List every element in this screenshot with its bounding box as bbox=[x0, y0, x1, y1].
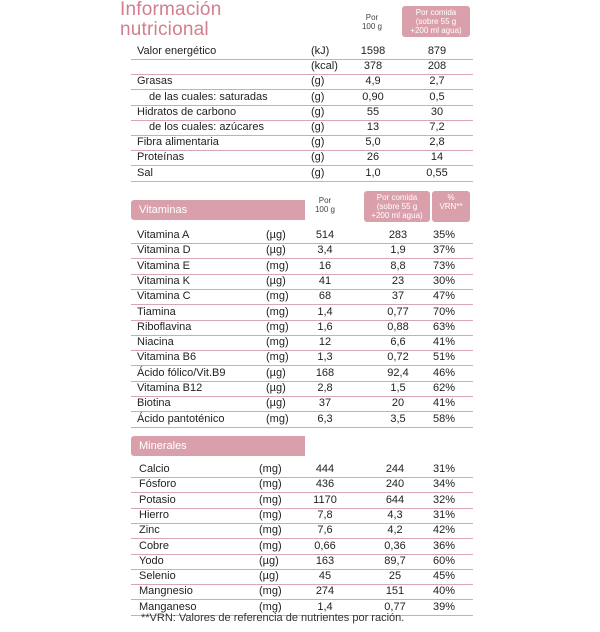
vitamin-unit: (µg) bbox=[266, 229, 286, 241]
value-per-100g: 1,4 bbox=[317, 305, 333, 318]
value-per-meal: 1,9 bbox=[390, 244, 406, 257]
value-per-meal: 2,8 bbox=[429, 136, 445, 149]
value-per-100g: 4,9 bbox=[365, 75, 381, 88]
value-per-100g: 163 bbox=[315, 554, 335, 567]
value-per-100g: 7,6 bbox=[317, 524, 333, 537]
nutrition-row bbox=[131, 59, 473, 75]
nutrient-unit: (g) bbox=[311, 105, 325, 118]
value-per-100g: 55 bbox=[366, 105, 380, 118]
nutrient-unit: (g) bbox=[311, 90, 325, 103]
value-vrn: 41% bbox=[432, 336, 455, 349]
vitamin-name: Ácido pantoténico bbox=[137, 412, 225, 425]
header-text: Por comida bbox=[376, 193, 418, 202]
vitamin-name: Vitamina E bbox=[137, 259, 190, 272]
vitamin-row bbox=[131, 289, 473, 305]
vitamin-row bbox=[131, 274, 473, 290]
vitamin-unit: (µg) bbox=[266, 274, 286, 287]
value-vrn: 51% bbox=[432, 351, 455, 364]
vitamin-row bbox=[131, 412, 473, 428]
value-vrn: 41% bbox=[432, 397, 455, 410]
nutrient-unit: (g) bbox=[311, 75, 325, 88]
mineral-name: Manganeso bbox=[139, 600, 197, 613]
value-per-100g: 1,4 bbox=[317, 600, 333, 613]
mineral-unit: (mg) bbox=[259, 463, 282, 475]
mineral-row bbox=[131, 477, 473, 493]
value-per-meal: 0,55 bbox=[426, 166, 448, 179]
vitamin-name: Vitamina B6 bbox=[137, 351, 197, 364]
value-vrn: 47% bbox=[432, 290, 455, 303]
nutrition-row bbox=[131, 135, 473, 151]
mineral-name: Selenio bbox=[139, 570, 176, 583]
mineral-name: Zinc bbox=[139, 524, 160, 537]
nutrition-row bbox=[131, 90, 473, 106]
vitamin-name: Vitamina A bbox=[137, 229, 190, 241]
value-per-meal: 30 bbox=[430, 105, 444, 118]
vitamin-row bbox=[131, 320, 473, 336]
mineral-name: Calcio bbox=[139, 463, 170, 475]
value-per-meal: 4,2 bbox=[387, 524, 403, 537]
mineral-name: Hierro bbox=[139, 508, 169, 521]
nutrient-unit: (g) bbox=[311, 136, 325, 149]
vitamin-unit: (µg) bbox=[266, 382, 286, 394]
nutrient-unit: (g) bbox=[311, 121, 325, 133]
value-per-meal: 8,8 bbox=[390, 259, 406, 272]
value-per-100g: 7,8 bbox=[317, 508, 333, 521]
value-per-meal: 3,5 bbox=[390, 412, 406, 425]
value-per-100g: 2,8 bbox=[317, 382, 333, 394]
vitamin-unit: (mg) bbox=[266, 412, 289, 425]
value-per-100g: 16 bbox=[318, 259, 332, 272]
value-per-100g: 514 bbox=[315, 229, 335, 241]
vitamins-header-vrn bbox=[432, 191, 470, 222]
vitamin-name: Vitamina K bbox=[137, 274, 190, 287]
vitamin-unit: (mg) bbox=[266, 336, 289, 349]
value-per-meal: 240 bbox=[385, 478, 405, 491]
value-per-meal: 6,6 bbox=[390, 336, 406, 349]
mineral-name: Cobre bbox=[139, 539, 169, 552]
nutrient-name: de las cuales: saturadas bbox=[149, 90, 268, 103]
vitamins-label: Vitaminas bbox=[139, 204, 188, 216]
title-line-2: nutricional bbox=[120, 19, 209, 40]
value-per-meal: 92,4 bbox=[387, 366, 409, 379]
vitamin-unit: (µg) bbox=[266, 366, 286, 379]
nutrition-row bbox=[131, 166, 473, 182]
nutrient-unit: (kcal) bbox=[311, 60, 338, 73]
nutrient-name: Valor energético bbox=[137, 45, 217, 57]
mineral-row bbox=[131, 584, 473, 600]
header-text: Por comida bbox=[415, 8, 457, 17]
value-vrn: 34% bbox=[432, 478, 455, 491]
value-per-meal: 208 bbox=[427, 60, 447, 73]
value-per-meal: 25 bbox=[388, 570, 402, 583]
value-per-meal: 0,88 bbox=[387, 320, 409, 333]
vitamin-row bbox=[131, 366, 473, 382]
header-text: Por bbox=[318, 196, 332, 205]
header-text: 100 g bbox=[361, 22, 383, 31]
value-vrn: 46% bbox=[432, 366, 455, 379]
nutrient-name: Grasas bbox=[137, 75, 173, 88]
value-per-100g: 436 bbox=[315, 478, 335, 491]
header-text: (sobre 55 g bbox=[415, 17, 457, 26]
vitamin-row bbox=[131, 259, 473, 275]
nutrient-name: Sal bbox=[137, 166, 153, 179]
value-vrn: 31% bbox=[432, 463, 455, 475]
vitamins-section-label bbox=[131, 200, 305, 220]
mineral-row bbox=[131, 539, 473, 555]
value-per-100g: 45 bbox=[318, 570, 332, 583]
mineral-unit: (mg) bbox=[259, 539, 282, 552]
mineral-unit: (mg) bbox=[259, 478, 282, 491]
nutrient-name: de los cuales: azúcares bbox=[149, 121, 264, 133]
mineral-name: Yodo bbox=[139, 554, 164, 567]
value-vrn: 37% bbox=[432, 244, 455, 257]
header-text: +200 ml agua) bbox=[371, 211, 423, 220]
vitamin-unit: (mg) bbox=[266, 259, 289, 272]
mineral-name: Potasio bbox=[139, 493, 176, 506]
nutrient-unit: (kJ) bbox=[311, 45, 330, 57]
value-per-meal: 4,3 bbox=[387, 508, 403, 521]
value-vrn: 45% bbox=[432, 570, 455, 583]
value-per-100g: 1598 bbox=[360, 45, 386, 57]
nutrition-header-per100 bbox=[352, 13, 392, 31]
nutrient-name: Hidratos de carbono bbox=[137, 105, 237, 118]
vitamin-row bbox=[131, 243, 473, 259]
value-per-100g: 37 bbox=[318, 397, 332, 410]
value-vrn: 36% bbox=[432, 539, 455, 552]
vitamin-unit: (mg) bbox=[266, 320, 289, 333]
header-text: Por bbox=[365, 13, 379, 22]
vitamin-name: Vitamina C bbox=[137, 290, 191, 303]
value-per-100g: 6,3 bbox=[317, 412, 333, 425]
value-per-100g: 274 bbox=[315, 585, 335, 598]
value-per-100g: 68 bbox=[318, 290, 332, 303]
vitamin-name: Riboflavina bbox=[137, 320, 192, 333]
mineral-row bbox=[131, 508, 473, 524]
value-per-meal: 151 bbox=[385, 585, 405, 598]
nutrition-row bbox=[131, 120, 473, 136]
vitamin-row bbox=[131, 335, 473, 351]
value-vrn: 63% bbox=[432, 320, 455, 333]
footnote: **VRN: Valores de referencia de nutrientes por ración. bbox=[141, 612, 405, 624]
value-per-meal: 0,36 bbox=[384, 539, 406, 552]
value-per-meal: 37 bbox=[391, 290, 405, 303]
value-per-meal: 244 bbox=[385, 463, 405, 475]
value-vrn: 31% bbox=[432, 508, 455, 521]
mineral-unit: (mg) bbox=[259, 493, 282, 506]
vitamin-name: Vitamina D bbox=[137, 244, 191, 257]
vitamins-header-per-meal bbox=[364, 191, 430, 222]
nutrition-row bbox=[131, 74, 473, 90]
value-vrn: 30% bbox=[432, 274, 455, 287]
value-per-meal: 0,77 bbox=[387, 305, 409, 318]
mineral-name: Mangnesio bbox=[139, 585, 193, 598]
value-per-100g: 12 bbox=[318, 336, 332, 349]
title-line-1: Información bbox=[120, 0, 222, 20]
vitamin-name: Ácido fólico/Vit.B9 bbox=[137, 366, 226, 379]
header-text: +200 ml agua) bbox=[410, 26, 462, 35]
value-vrn: 42% bbox=[432, 524, 455, 537]
vitamin-name: Niacina bbox=[137, 336, 174, 349]
nutrient-name: Proteínas bbox=[137, 151, 185, 164]
value-vrn: 60% bbox=[432, 554, 455, 567]
vitamin-unit: (mg) bbox=[266, 290, 289, 303]
value-per-100g: 168 bbox=[315, 366, 335, 379]
page-title bbox=[120, 0, 221, 40]
value-per-meal: 283 bbox=[388, 229, 408, 241]
mineral-unit: (mg) bbox=[259, 524, 282, 537]
value-per-100g: 0,66 bbox=[314, 539, 336, 552]
mineral-row bbox=[131, 569, 473, 585]
vitamin-row bbox=[131, 305, 473, 321]
mineral-row bbox=[131, 493, 473, 509]
vitamin-unit: (mg) bbox=[266, 305, 289, 318]
header-text: (sobre 55 g bbox=[376, 202, 418, 211]
value-per-100g: 444 bbox=[315, 463, 335, 475]
value-vrn: 39% bbox=[432, 600, 455, 613]
mineral-unit: (mg) bbox=[259, 508, 282, 521]
value-per-meal: 0,72 bbox=[387, 351, 409, 364]
value-vrn: 62% bbox=[432, 382, 455, 394]
nutrition-row bbox=[131, 44, 473, 60]
value-vrn: 73% bbox=[432, 259, 455, 272]
value-per-100g: 26 bbox=[366, 151, 380, 164]
mineral-row bbox=[131, 462, 473, 478]
value-vrn: 40% bbox=[432, 585, 455, 598]
value-per-meal: 20 bbox=[391, 397, 405, 410]
value-vrn: 58% bbox=[432, 412, 455, 425]
value-per-meal: 89,7 bbox=[384, 554, 406, 567]
mineral-row bbox=[131, 554, 473, 570]
value-per-meal: 0,5 bbox=[429, 90, 445, 103]
value-per-100g: 378 bbox=[363, 60, 383, 73]
vitamin-unit: (µg) bbox=[266, 244, 286, 257]
mineral-unit: (mg) bbox=[259, 585, 282, 598]
vitamin-row bbox=[131, 381, 473, 397]
value-per-100g: 1,0 bbox=[365, 166, 381, 179]
value-per-meal: 0,77 bbox=[384, 600, 406, 613]
mineral-unit: (µg) bbox=[259, 570, 279, 583]
value-vrn: 32% bbox=[432, 493, 455, 506]
minerals-label: Minerales bbox=[139, 440, 187, 452]
value-vrn: 70% bbox=[432, 305, 455, 318]
mineral-unit: (mg) bbox=[259, 600, 282, 613]
vitamin-row bbox=[131, 228, 473, 244]
vitamin-name: Tiamina bbox=[137, 305, 176, 318]
value-per-100g: 1,3 bbox=[317, 351, 333, 364]
vitamin-name: Vitamina B12 bbox=[137, 382, 203, 394]
nutrient-name: Fibra alimentaria bbox=[137, 136, 219, 149]
value-per-100g: 5,0 bbox=[365, 136, 381, 149]
value-per-meal: 23 bbox=[391, 274, 405, 287]
vitamin-unit: (µg) bbox=[266, 397, 286, 410]
mineral-name: Fósforo bbox=[139, 478, 177, 491]
header-text: 100 g bbox=[314, 205, 336, 214]
vitamin-row bbox=[131, 396, 473, 412]
mineral-unit: (µg) bbox=[259, 554, 279, 567]
vitamin-row bbox=[131, 350, 473, 366]
value-per-100g: 13 bbox=[366, 121, 380, 133]
value-per-meal: 879 bbox=[427, 45, 447, 57]
value-per-100g: 1,6 bbox=[317, 320, 333, 333]
value-per-meal: 14 bbox=[430, 151, 444, 164]
header-text: % bbox=[447, 193, 455, 202]
nutrient-unit: (g) bbox=[311, 151, 325, 164]
nutrition-header-per-meal bbox=[402, 6, 470, 37]
nutrition-row bbox=[131, 150, 473, 166]
nutrient-unit: (g) bbox=[311, 166, 325, 179]
vitamin-unit: (mg) bbox=[266, 351, 289, 364]
value-vrn: 35% bbox=[432, 229, 455, 241]
vitamin-name: Biotina bbox=[137, 397, 171, 410]
minerals-section-label bbox=[131, 436, 305, 456]
value-per-meal: 644 bbox=[385, 493, 405, 506]
value-per-100g: 41 bbox=[318, 274, 332, 287]
value-per-100g: 0,90 bbox=[362, 90, 384, 103]
value-per-meal: 7,2 bbox=[429, 121, 445, 133]
value-per-100g: 1170 bbox=[313, 493, 337, 506]
mineral-row bbox=[131, 523, 473, 539]
header-text: VRN** bbox=[439, 202, 463, 211]
value-per-100g: 3,4 bbox=[317, 244, 333, 257]
value-per-meal: 1,5 bbox=[390, 382, 406, 394]
value-per-meal: 2,7 bbox=[429, 75, 445, 88]
vitamins-header-per100 bbox=[305, 196, 345, 214]
nutrition-row bbox=[131, 105, 473, 121]
